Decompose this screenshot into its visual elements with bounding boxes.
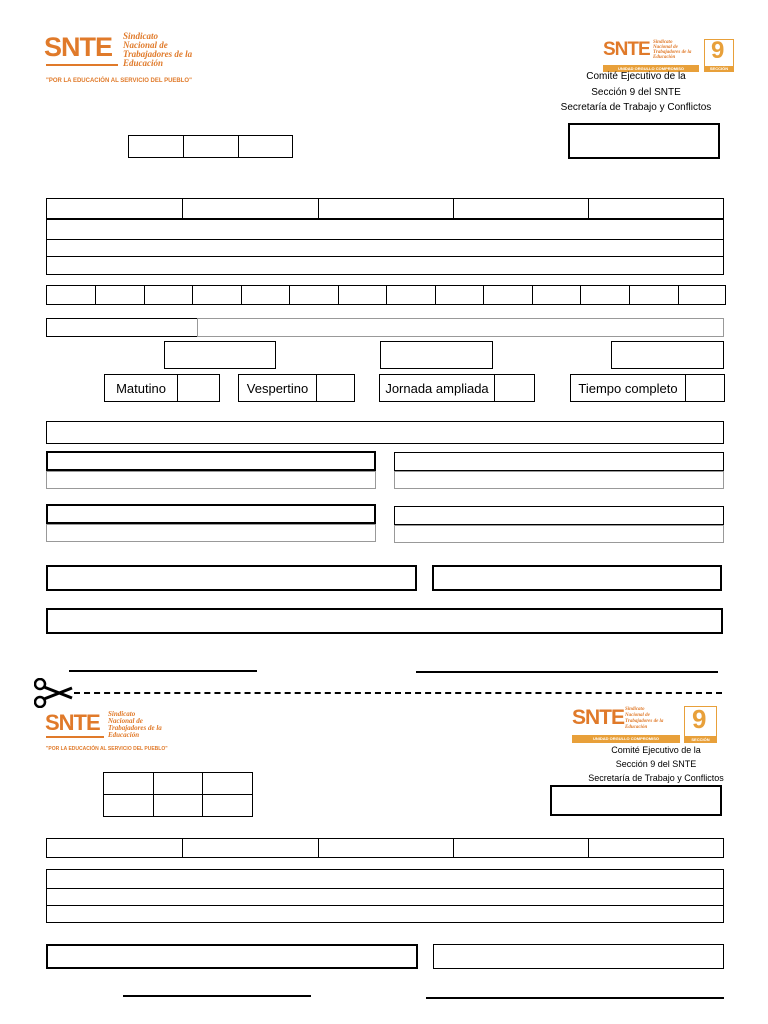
signature-line-left	[69, 670, 257, 672]
slogan: "POR LA EDUCACIÓN AL SERVICIO DEL PUEBLO"	[46, 78, 192, 84]
snte-logo-copy-subtitle: Sindicato Nacional de Trabajadores de la Educación	[108, 710, 162, 739]
cut-line	[74, 692, 722, 694]
shift-morning-checkbox[interactable]	[177, 374, 220, 402]
right-field-b-header	[394, 506, 724, 525]
cell-divider	[289, 286, 290, 304]
info-rows[interactable]	[46, 219, 724, 275]
cell-divider	[95, 286, 96, 304]
cell-divider	[483, 286, 484, 304]
row-divider	[47, 256, 723, 257]
cell-divider	[386, 286, 387, 304]
copy-signature-area-left[interactable]	[46, 944, 418, 969]
section-label-copy: SECCIÓN	[685, 736, 716, 743]
copy-signature-line-left	[123, 995, 311, 997]
snte-logo-subtitle: Sindicato Nacional de Trabajadores de la Educación	[123, 31, 193, 68]
name-field-divider	[453, 839, 454, 857]
date-day-field[interactable]	[128, 135, 184, 158]
detail-field-1[interactable]	[164, 341, 276, 369]
detail-field-3[interactable]	[611, 341, 724, 369]
section-number-copy-box	[684, 706, 717, 743]
snte-logo-underline	[46, 64, 118, 66]
snte-logo-copy-underline	[46, 736, 104, 738]
observations-field[interactable]	[46, 608, 723, 634]
name-field-divider	[318, 839, 319, 857]
committee-line-3: Secretaría de Trabajo y Conflictos	[560, 102, 712, 113]
cell-divider	[241, 286, 242, 304]
signature-area-left[interactable]	[46, 565, 417, 591]
copy-signature-area-right[interactable]	[433, 944, 724, 969]
signature-area-right[interactable]	[432, 565, 722, 591]
scissors-icon	[34, 678, 74, 708]
copy-folio-field[interactable]	[550, 785, 722, 816]
long-field[interactable]	[197, 318, 724, 337]
cell-divider	[338, 286, 339, 304]
section-logo-copy-word: SNTE	[572, 706, 625, 729]
row-divider	[47, 239, 723, 240]
copy-date-grid[interactable]	[103, 772, 253, 817]
shift-extended-label: Jornada ampliada	[379, 374, 495, 402]
shift-full-time-checkbox[interactable]	[685, 374, 725, 402]
left-field-b-body[interactable]	[46, 524, 376, 542]
left-field-a-header	[46, 451, 376, 471]
section-number-box	[704, 39, 734, 72]
snte-logo	[44, 32, 244, 72]
section-logo-band: UNIDAD ORGULLO COMPROMISO	[603, 65, 699, 72]
section-number-copy: 9	[692, 704, 707, 734]
row-divider	[47, 888, 723, 889]
shift-evening-label: Vespertino	[238, 374, 317, 402]
committee-line-2: Sección 9 del SNTE	[591, 87, 681, 98]
name-field-divider	[588, 199, 589, 218]
cell-divider	[192, 286, 193, 304]
committee-line-1: Comité Ejecutivo de la	[586, 71, 686, 82]
slogan-copy: "POR LA EDUCACIÓN AL SERVICIO DEL PUEBLO"	[46, 746, 168, 752]
section-logo-copy-band: UNIDAD ORGULLO COMPROMISO	[572, 735, 680, 743]
cell-divider	[532, 286, 533, 304]
cell-divider	[435, 286, 436, 304]
name-field-divider	[318, 199, 319, 218]
right-field-b-body[interactable]	[394, 525, 724, 543]
section-logo-subtitle: Sindicato Nacional de Trabajadores de la Educación	[653, 40, 692, 60]
section-logo-copy-subtitle: Sindicato Nacional de Trabajadores de la Educación	[625, 707, 664, 730]
signature-line-right	[416, 671, 718, 673]
section-logo	[603, 39, 735, 73]
name-fields-row	[46, 198, 724, 219]
copy-info-rows[interactable]	[46, 869, 724, 923]
name-field-divider	[182, 839, 183, 857]
label-cell	[46, 318, 198, 337]
section-label: SECCIÓN	[705, 66, 733, 72]
cell-divider	[629, 286, 630, 304]
snte-logo-copy	[45, 710, 205, 744]
cell-divider	[580, 286, 581, 304]
shift-full-time-label: Tiempo completo	[570, 374, 686, 402]
committee-copy-line-1: Comité Ejecutivo de la	[611, 745, 701, 755]
committee-copy-line-2: Sección 9 del SNTE	[615, 759, 697, 769]
detail-field-2[interactable]	[380, 341, 493, 369]
right-field-a-body[interactable]	[394, 471, 724, 489]
section-logo-word: SNTE	[603, 39, 650, 60]
folio-field[interactable]	[568, 123, 720, 159]
name-field-divider	[182, 199, 183, 218]
section-logo-copy	[572, 706, 718, 744]
wide-field[interactable]	[46, 421, 724, 444]
key-cells-row[interactable]	[46, 285, 726, 305]
shift-evening-checkbox[interactable]	[316, 374, 355, 402]
date-year-field[interactable]	[238, 135, 293, 158]
cell-divider	[144, 286, 145, 304]
shift-morning-label: Matutino	[104, 374, 178, 402]
copy-signature-line-right	[426, 997, 724, 999]
name-field-divider	[453, 199, 454, 218]
shift-extended-checkbox[interactable]	[494, 374, 535, 402]
section-number: 9	[711, 37, 725, 64]
committee-copy-line-3: Secretaría de Trabajo y Conflictos	[588, 773, 724, 783]
date-month-field[interactable]	[183, 135, 239, 158]
cell-divider	[678, 286, 679, 304]
grid-divider	[104, 794, 252, 795]
left-field-b-header	[46, 504, 376, 524]
left-field-a-body[interactable]	[46, 471, 376, 489]
snte-logo-word: SNTE	[44, 32, 113, 62]
copy-name-fields-row	[46, 838, 724, 858]
name-field-divider	[588, 839, 589, 857]
row-divider	[47, 905, 723, 906]
snte-logo-copy-word: SNTE	[45, 710, 100, 735]
right-field-a-header	[394, 452, 724, 471]
